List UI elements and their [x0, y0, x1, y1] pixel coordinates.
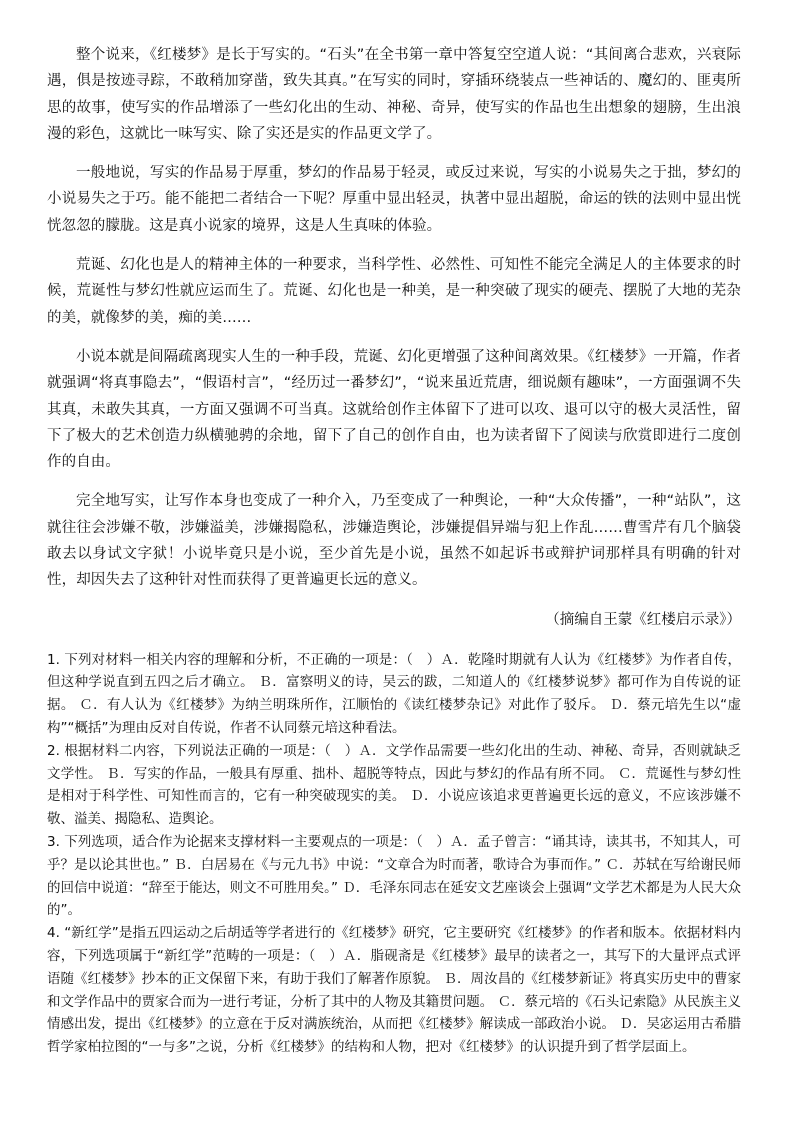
passage-source: （摘编自王蒙《红楼启示录》）: [545, 611, 741, 628]
question-item: 3. 下列选项，适合作为论据来支撑材料一主要观点的一项是：（ ）Ａ．孟子曾言：“诵其诗，读其书，不知其人，可乎？是以论其世也。” Ｂ．白居易在《与元九书》中说：“文章合为时而著，歌诗合为事而作。” Ｃ．苏轼在写给谢民师的回信中说道：“辞至于能达，则文不可胜用矣。” Ｄ．毛泽东同志在延安文艺座谈会上强调“文学艺术都是为人民大众的”。: [47, 834, 741, 919]
question-item: 2. 根据材料二内容，下列说法正确的一项是：（ ）Ａ．文学作品需要一些幻化出的生动、神秘、奇异，否则就缺乏文学性。 Ｂ．写实的作品，一般具有厚重、拙朴、超脱等特点，因此与梦幻的作品有所不同。 Ｃ．荒诞性与梦幻性是相对于科学性、可知性而言的，它有一种突破现实的美。 Ｄ．小说应该追求更普遍更长远的意义，不应该涉嫌不敬、溢美、揭隐私、造舆论。: [47, 742, 741, 828]
reading-passage: [47, 42, 741, 633]
passage-paragraph: 整个说来，《红楼梦》是长于写实的。“石头”在全书第一章中答复空空道人说：“其间离合悲欢，兴衰际遇，俱是按迹寻踪，不敢稍加穿凿，致失其真。”在写实的同时，穿插环绕装点一些神话的、魔幻的、匪夷所思的故事，使写实的作品增添了一些幻化出的生动、神秘、奇异，使写实的作品也生出想象的翅膀，生出浪漫的彩色，这就比一味写实、除了实还是实的作品更文学了。: [47, 47, 741, 142]
question-item: 4. “新红学”是指五四运动之后胡适等学者进行的《红楼梦》研究，它主要研究《红楼梦》的作者和版本。依据材料内容，下列选项属于“新红学”范畴的一项是：（ ）Ａ．脂砚斋是《红楼梦》最早的读者之一，其写下的大量评点式评语随《红楼梦》抄本的正文保留下来，有助于我们了解著作原貌。 Ｂ．周汝昌的《红楼梦新证》将真实历史中的曹家和文学作品中的贾家合而为一进行考证，分析了其中的人物及其籍贯问题。 Ｃ．蔡元培的《石头记索隐》从民族主义情感出发，提出《红楼梦》的立意在于反对满族统治，从而把《红楼梦》解读成一部政治小说。 Ｄ．吴宓运用古希腊哲学家柏拉图的“一与多”之说，分析《红楼梦》的结构和人物，把对《红楼梦》的认识提升到了哲学层面上。: [47, 925, 741, 1056]
document-page: [47, 42, 741, 1059]
passage-paragraph: 完全地写实，让写作本身也变成了一种介入，乃至变成了一种舆论，一种“大众传播”，一种“站队”，这就往往会涉嫌不敬，涉嫌溢美，涉嫌揭隐私，涉嫌造舆论，涉嫌提倡异端与犯上作乱……曹雪芹有几个脑袋敢去以身试文字狱！小说毕竟只是小说，至少首先是小说，虽然不如起诉书或辩护词那样具有明确的针对性，却因失去了这种针对性而获得了更普遍更长远的意义。: [47, 493, 741, 589]
passage-paragraph: 荒诞、幻化也是人的精神主体的一种要求，当科学性、必然性、可知性不能完全满足人的主体要求的时候，荒诞性与梦幻性就应运而生了。荒诞、幻化也是一种美，是一种突破了现实的硬壳、摆脱了大地的芜杂的美，就像梦的美，痴的美……: [47, 257, 741, 326]
passage-paragraph: 一般地说，写实的作品易于厚重，梦幻的作品易于轻灵，或反过来说，写实的小说易失之于拙，梦幻的小说易失之于巧。能不能把二者结合一下呢？厚重中显出轻灵，执著中显出超脱，命运的铁的法则中显出恍恍忽忽的朦胧。这是真小说家的境界，这是人生真味的体验。: [47, 165, 741, 234]
passage-paragraph: 小说本就是间隔疏离现实人生的一种手段，荒诞、幻化更增强了这种间离效果。《红楼梦》一开篇，作者就强调“将真事隐去”，“假语村言”，“经历过一番梦幻”，“说来虽近荒唐，细说颇有趣味”，一方面强调不失其真，未敢失其真，一方面又强调不可当真。这就给创作主体留下了进可以攻、退可以守的极大灵活性，留下了极大的艺术创造力纵横驰骋的余地，留下了自己的创作自由，也为读者留下了阅读与欣赏即进行二度创作的自由。: [47, 348, 741, 471]
question-item: 1. 下列对材料一相关内容的理解和分析，不正确的一项是：（ ）Ａ．乾隆时期就有人认为《红楼梦》为作者自传，但这种学说直到五四之后才确立。 Ｂ．富察明义的诗，吴云的跋，二知道人的《红楼梦说梦》都可作为自传说的证据。 Ｃ．有人认为《红楼梦》为纳兰明珠所作，江顺怡的《读红楼梦杂记》对此作了驳斥。 Ｄ．蔡元培先生以“虚构”“概括”为理由反对自传说，作者不认同蔡元培这种看法。: [47, 651, 741, 737]
question-list: [47, 649, 741, 1059]
